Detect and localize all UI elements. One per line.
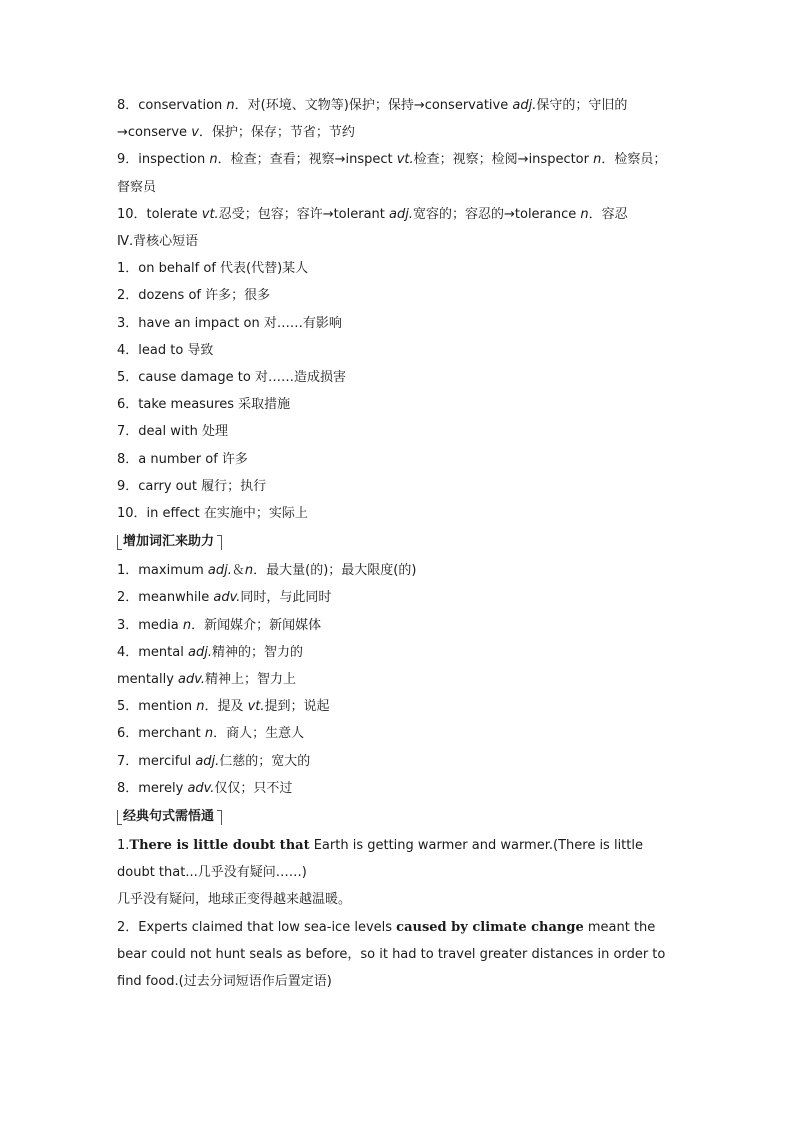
definition: 提到；说起 — [264, 699, 330, 715]
vocab-item — [117, 775, 679, 802]
word: 7．merciful — [117, 753, 196, 769]
word: 10．tolerate — [117, 206, 202, 222]
sentence-text: meant the bear could not hunt seals as before，so it had to travel greater distances in order to find food.(过去分词短语作后置定语) — [117, 919, 666, 990]
sentence-item — [117, 914, 679, 996]
definition: ．保护；保存；节省；节约 — [198, 125, 355, 141]
definition: ．检察员；督察员 — [117, 152, 667, 195]
section-heading: 增加词汇来助力 — [117, 532, 222, 552]
part-of-speech: n — [196, 699, 205, 715]
word: 2．meanwhile — [117, 590, 214, 606]
section-heading: Ⅳ.背核心短语 — [117, 234, 199, 250]
part-of-speech: vt. — [396, 152, 414, 168]
definition: ．提及 — [204, 699, 248, 715]
definition: 仅仅；只不过 — [214, 780, 293, 796]
definition: 检查；视察；检阅→inspector — [413, 152, 594, 168]
vocab-item — [117, 146, 679, 200]
definition: 精神上；智力上 — [205, 672, 297, 688]
definition: 同时，与此同时 — [240, 590, 332, 606]
phrase-item: 10．in effect 在实施中；实际上 — [117, 506, 308, 522]
word: 8．merely — [117, 780, 188, 796]
part-of-speech: n — [244, 563, 254, 579]
vocab-item — [117, 92, 679, 146]
part-of-speech: adv. — [213, 590, 241, 606]
phrase-item: 1．on behalf of 代表(代替)某人 — [117, 261, 309, 277]
part-of-speech: n — [593, 152, 602, 168]
sentence-text: Earth is getting warmer and warmer.(There is little doubt that...几乎没有疑问……) — [117, 838, 643, 881]
definition: ．新闻媒介；新闻媒体 — [191, 617, 322, 633]
sentence-text: 2．Experts claimed that low sea-ice levels — [117, 919, 397, 935]
part-of-speech: v — [191, 125, 199, 141]
word: 5．mention — [117, 699, 197, 715]
phrase-item: 3．have an impact on 对……有影响 — [117, 315, 342, 331]
vocab-item — [117, 720, 679, 747]
key-pattern: There is little doubt that — [129, 838, 310, 854]
sentence-number: 1. — [117, 838, 130, 854]
sentence-item — [117, 832, 679, 886]
part-of-speech: n — [209, 152, 218, 168]
word: 9．inspection — [117, 152, 210, 168]
definition: 精神的；智力的 — [211, 644, 303, 660]
definition: 宽容的；容忍的→tolerance — [413, 206, 581, 222]
word: 4．mental — [117, 644, 188, 660]
part-of-speech: vt. — [247, 699, 265, 715]
phrase-item: 8．a number of 许多 — [117, 451, 248, 467]
definition: ．检查；查看；视察→inspect — [217, 152, 397, 168]
word: 8．conservation — [117, 98, 227, 113]
part-of-speech: adj. — [512, 98, 537, 113]
definition: 仁慈的；宽大的 — [219, 753, 311, 769]
definition: ．容忍 — [588, 206, 628, 222]
definition: 保守的；守旧的→conserve — [117, 98, 628, 141]
key-pattern: caused by climate change — [396, 919, 584, 935]
part-of-speech: adv. — [178, 672, 205, 688]
document-content — [117, 92, 679, 995]
section-core-phrases — [117, 228, 679, 527]
phrase-item: 5．cause damage to 对……造成损害 — [117, 370, 346, 386]
part-of-speech: n — [226, 98, 235, 113]
part-of-speech: adj. — [207, 563, 232, 579]
part-of-speech: adj. — [195, 753, 220, 769]
phrase-item: 9．carry out 履行；执行 — [117, 478, 267, 494]
vocab-item — [117, 612, 679, 639]
definition: ．最大量(的)；最大限度(的) — [253, 563, 417, 579]
vocab-item — [117, 693, 679, 720]
part-of-speech: n — [580, 206, 589, 222]
vocab-item — [117, 639, 679, 666]
sentence-translation: 几乎没有疑问，地球正变得越来越温暖。 — [117, 892, 352, 908]
vocab-item — [117, 557, 679, 584]
vocab-item — [117, 748, 679, 775]
section-heading: 经典句式需悟通 — [117, 807, 222, 827]
part-of-speech: vt. — [201, 206, 219, 222]
phrase-item: 7．deal with 处理 — [117, 424, 228, 440]
phrase-item: 2．dozens of 许多；很多 — [117, 288, 271, 304]
section-sentences — [117, 802, 679, 995]
definition: ．商人；生意人 — [213, 726, 305, 742]
part-of-speech: adv. — [187, 780, 215, 796]
word: mentally — [117, 672, 179, 688]
word: 6．merchant — [117, 726, 205, 742]
connector: ＆ — [231, 563, 245, 579]
vocab-continued — [117, 92, 679, 228]
vocab-item — [117, 201, 679, 228]
part-of-speech: adj. — [389, 206, 413, 222]
part-of-speech: n — [182, 617, 192, 633]
word: 3．media — [117, 617, 183, 633]
phrase-item: 6．take measures 采取措施 — [117, 397, 291, 413]
vocab-item — [117, 666, 679, 693]
section-extra-vocab — [117, 527, 679, 802]
vocab-item — [117, 584, 679, 611]
part-of-speech: adj. — [187, 644, 212, 660]
word: 1．maximum — [117, 563, 208, 579]
definition: 忍受；包容；容许→tolerant — [218, 206, 390, 222]
phrase-item: 4．lead to 导致 — [117, 342, 214, 358]
definition: ．对(环境、文物等)保护；保持→conservative — [234, 98, 513, 113]
part-of-speech: n — [204, 726, 214, 742]
